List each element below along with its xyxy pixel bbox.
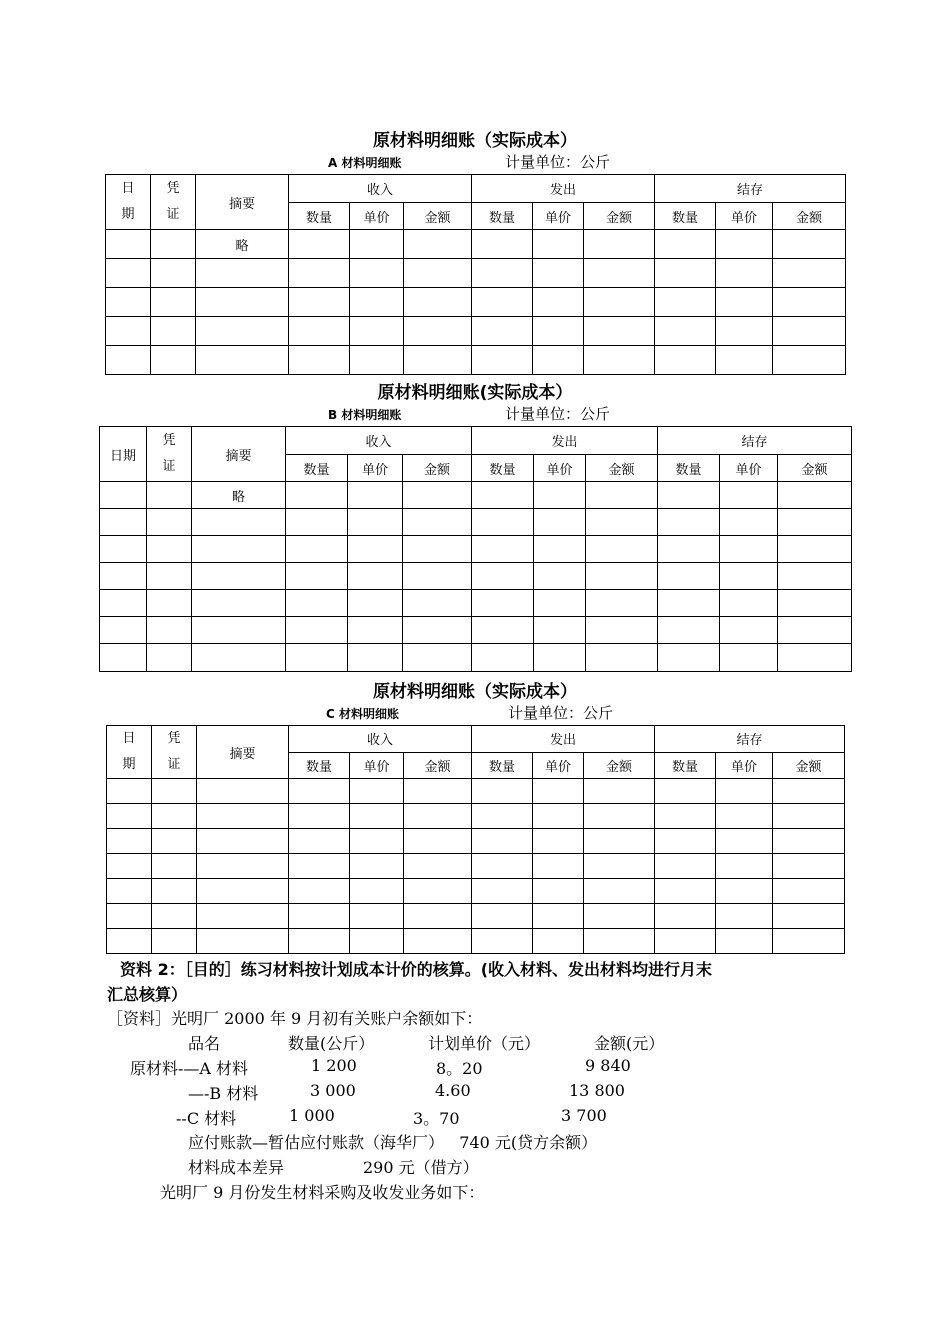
subcol-amount: 金额 xyxy=(404,752,472,779)
table-row xyxy=(100,644,852,672)
col-price-header: 计划单价（元） xyxy=(428,1034,541,1053)
col-amount-header: 金额(元） xyxy=(594,1034,665,1053)
table-row xyxy=(100,509,852,536)
material2-intro: ［资料］光明厂 2000 年 9 月初有关账户余额如下： xyxy=(107,1009,483,1028)
subcol-qty: 数量 xyxy=(289,752,350,779)
subcol-amount: 金额 xyxy=(584,752,655,779)
table-row xyxy=(106,230,846,259)
variance-value: 290 元（借方） xyxy=(363,1158,479,1177)
subcol-qty: 数量 xyxy=(655,752,716,779)
row-c-amount: 3 700 xyxy=(561,1106,607,1125)
row-a-amount: 9 840 xyxy=(585,1056,631,1075)
subcol-qty: 数量 xyxy=(472,203,533,230)
table-row xyxy=(107,929,845,954)
col-summary-header: 摘要 xyxy=(192,427,286,482)
table-row xyxy=(106,346,846,375)
table-row xyxy=(106,259,846,288)
subcol-price: 单价 xyxy=(348,455,403,482)
subcol-amount: 金额 xyxy=(773,203,846,230)
row-c-qty: 1 000 xyxy=(289,1106,335,1125)
group-balance-header: 结存 xyxy=(655,175,846,203)
col-date-header: 日期 xyxy=(100,427,147,482)
table-row xyxy=(100,617,852,644)
subcol-price: 单价 xyxy=(533,752,584,779)
table-row xyxy=(106,288,846,317)
subcol-price: 单价 xyxy=(716,752,773,779)
table-row xyxy=(107,854,845,879)
row-b-amount: 13 800 xyxy=(569,1081,625,1100)
ledger-b-unit: 计量单位：公斤 xyxy=(505,405,611,423)
col-qty-header: 数量(公斤） xyxy=(288,1034,375,1053)
subcol-amount: 金额 xyxy=(778,455,852,482)
row-c-name: --C 材料 xyxy=(176,1109,237,1128)
subcol-price: 单价 xyxy=(533,203,584,230)
ledger-a-subtitle: A 材料明细账 xyxy=(328,156,402,170)
subcol-amount: 金额 xyxy=(403,455,472,482)
row-a-qty: 1 200 xyxy=(311,1056,357,1075)
group-balance-header: 结存 xyxy=(658,427,852,455)
subcol-amount: 金额 xyxy=(404,203,472,230)
col-date-header: 日 期 xyxy=(107,726,152,779)
subcol-amount: 金额 xyxy=(586,455,658,482)
subcol-qty: 数量 xyxy=(658,455,720,482)
ledger-c-subtitle: C 材料明细账 xyxy=(326,707,399,721)
subcol-qty: 数量 xyxy=(472,455,534,482)
table-row xyxy=(107,904,845,929)
table-row xyxy=(100,590,852,617)
ledger-a-table xyxy=(105,174,846,375)
subcol-price: 单价 xyxy=(350,203,404,230)
group-issue-header: 发出 xyxy=(472,175,655,203)
subcol-price: 单价 xyxy=(716,203,773,230)
col-voucher-header: 凭 证 xyxy=(151,175,196,230)
material2-footer: 光明厂 9 月份发生材料采购及收发业务如下： xyxy=(160,1183,485,1202)
subcol-amount: 金额 xyxy=(584,203,655,230)
table-row xyxy=(100,563,852,590)
subcol-price: 单价 xyxy=(720,455,778,482)
table-row xyxy=(107,779,845,804)
row-b-name: —-B 材料 xyxy=(188,1084,259,1103)
group-receipt-header: 收入 xyxy=(289,726,472,753)
col-name-header: 品名 xyxy=(188,1034,221,1053)
material2-heading: 资料 2：［目的］练习材料按计划成本计价的核算。(收入材料、发出材料均进行月末 xyxy=(120,960,713,979)
row-b-qty: 3 000 xyxy=(310,1081,356,1100)
col-voucher-header: 凭 证 xyxy=(152,726,197,779)
group-receipt-header: 收入 xyxy=(289,175,472,203)
summary-cell: 略 xyxy=(192,482,286,509)
subcol-qty: 数量 xyxy=(655,203,716,230)
subcol-price: 单价 xyxy=(350,752,404,779)
table-row xyxy=(100,482,852,509)
ledger-b-title: 原材料明细账(实际成本） xyxy=(377,383,573,403)
col-summary-header: 摘要 xyxy=(197,726,289,779)
group-issue-header: 发出 xyxy=(472,726,655,753)
subcol-qty: 数量 xyxy=(289,203,350,230)
row-a-price: 8。20 xyxy=(436,1059,483,1078)
variance-label: 材料成本差异 xyxy=(188,1158,285,1177)
row-b-price: 4.60 xyxy=(435,1081,471,1100)
col-voucher-header: 凭 证 xyxy=(147,427,192,482)
subcol-qty: 数量 xyxy=(286,455,348,482)
group-issue-header: 发出 xyxy=(472,427,658,455)
row-c-price: 3。70 xyxy=(413,1109,460,1128)
row-a-name: 原材料-—A 材料 xyxy=(130,1059,249,1078)
group-balance-header: 结存 xyxy=(655,726,845,753)
ledger-c-title: 原材料明细账（实际成本） xyxy=(373,682,577,702)
ledger-b-subtitle: B 材料明细账 xyxy=(328,408,402,422)
ledger-c-table xyxy=(106,725,845,954)
ledger-c-unit: 计量单位：公斤 xyxy=(508,704,614,722)
table-row xyxy=(107,829,845,854)
col-summary-header: 摘要 xyxy=(196,175,289,230)
table-row xyxy=(100,536,852,563)
col-date-header: 日 期 xyxy=(106,175,151,230)
table-row xyxy=(106,317,846,346)
ledger-a-title: 原材料明细账（实际成本） xyxy=(373,131,577,151)
table-row xyxy=(107,804,845,829)
summary-cell: 略 xyxy=(196,230,289,259)
subcol-price: 单价 xyxy=(534,455,586,482)
group-receipt-header: 收入 xyxy=(286,427,472,455)
material2-heading-cont: 汇总核算） xyxy=(107,985,188,1004)
payable-line: 应付账款—暂估应付账款（海华厂） 740 元(贷方余额） xyxy=(188,1133,598,1152)
subcol-qty: 数量 xyxy=(472,752,533,779)
ledger-b-table xyxy=(99,426,852,672)
table-row xyxy=(107,879,845,904)
ledger-a-unit: 计量单位：公斤 xyxy=(505,153,611,171)
subcol-amount: 金额 xyxy=(773,752,845,779)
